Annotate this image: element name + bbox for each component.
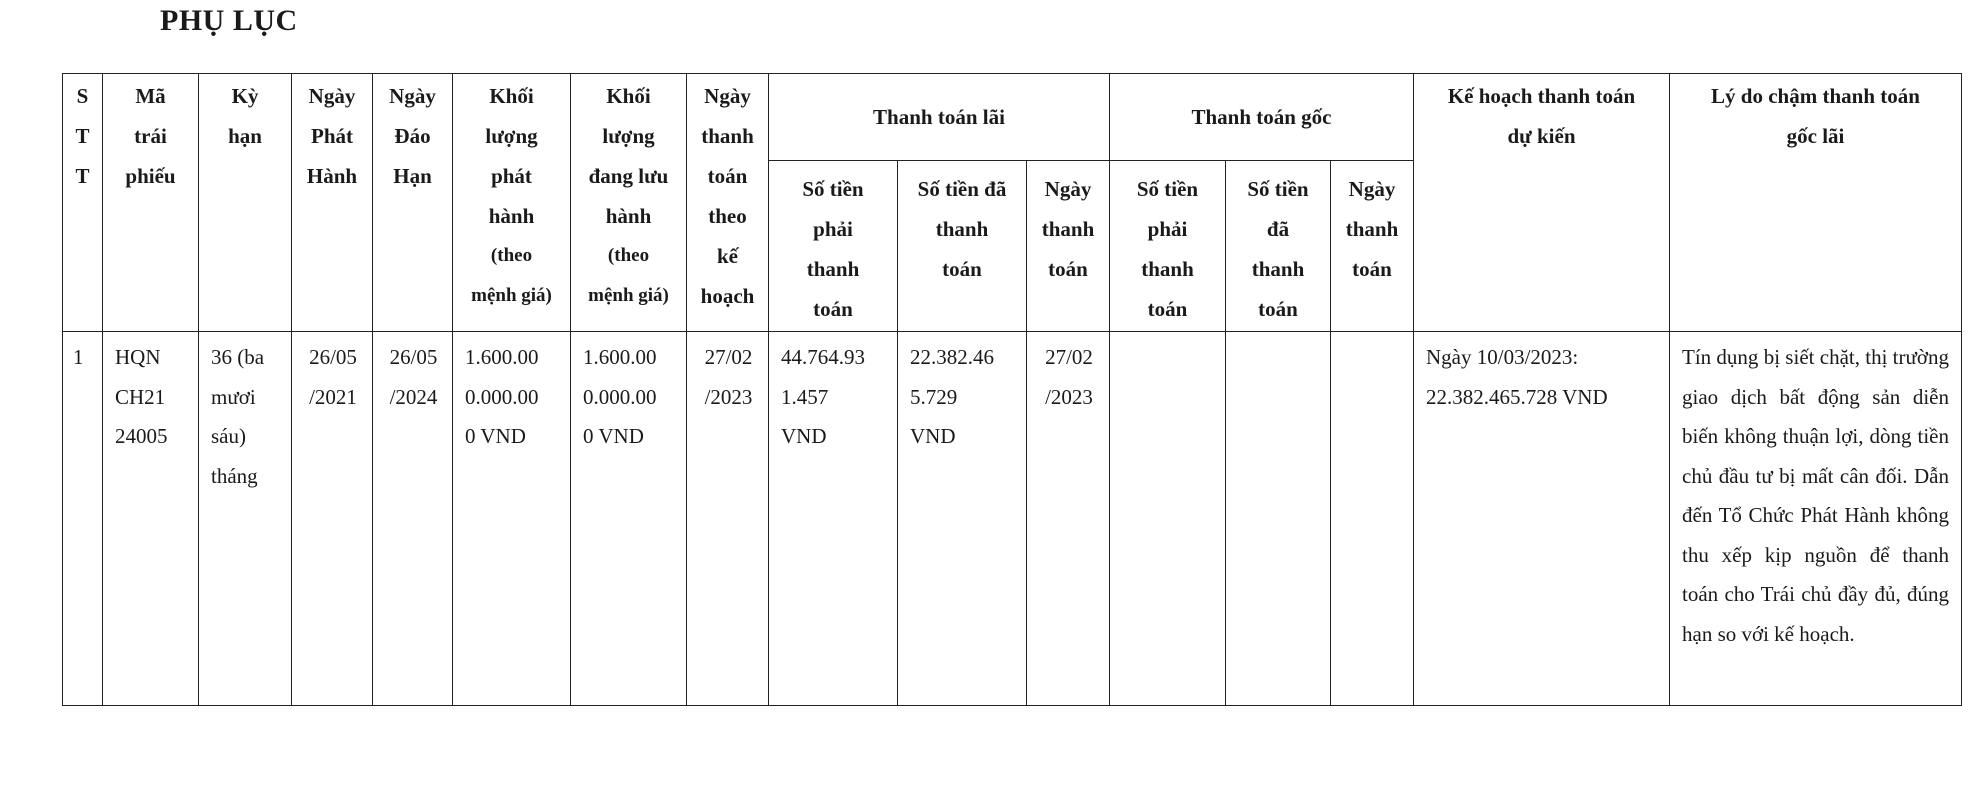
cell-expected-plan: Ngày 10/03/2023: 22.382.465.728 VND [1414, 332, 1670, 706]
header-row-top [63, 74, 1962, 161]
cell-bond-code: HQN CH21 24005 [103, 332, 199, 706]
cell-interest-due: 44.764.93 1.457 VND [769, 332, 898, 706]
header-issued-volume [453, 74, 571, 332]
header-interest-payment: Thanh toán lãi [769, 74, 1110, 161]
cell-issued-volume: 1.600.00 0.000.00 0 VND [453, 332, 571, 706]
cell-term: 36 (ba mươi sáu) tháng [199, 332, 292, 706]
cell-outstanding-volume: 1.600.00 0.000.00 0 VND [571, 332, 687, 706]
header-term: Kỳ hạn [199, 74, 292, 332]
cell-maturity-date: 26/05 /2024 [373, 332, 453, 706]
cell-interest-date: 27/02 /2023 [1027, 332, 1110, 706]
header-expected-plan: Kế hoạch thanh toán dự kiến [1414, 74, 1670, 332]
cell-stt: 1 [63, 332, 103, 706]
cell-planned-payment-date: 27/02 /2023 [687, 332, 769, 706]
header-outstanding-volume-label: Khối lượng đang lưu hành [588, 84, 669, 228]
cell-principal-paid [1226, 332, 1331, 706]
header-delay-reason: Lý do chậm thanh toán gốc lãi [1670, 74, 1962, 332]
cell-interest-paid: 22.382.46 5.729 VND [898, 332, 1027, 706]
header-bond-code: Mã trái phiếu [103, 74, 199, 332]
header-outstanding-volume [571, 74, 687, 332]
page-title: PHỤ LỤC [160, 4, 298, 37]
header-issued-volume-note: (theo mệnh giá) [471, 245, 552, 306]
header-interest-date: Ngày thanh toán [1027, 161, 1110, 332]
header-outstanding-volume-note: (theo mệnh giá) [588, 245, 669, 306]
header-maturity-date: Ngày Đáo Hạn [373, 74, 453, 332]
bond-payment-table [62, 73, 1962, 706]
header-interest-due: Số tiền phải thanh toán [769, 161, 898, 332]
cell-principal-date [1331, 332, 1414, 706]
cell-principal-due [1110, 332, 1226, 706]
header-principal-date: Ngày thanh toán [1331, 161, 1414, 332]
header-principal-due: Số tiền phải thanh toán [1110, 161, 1226, 332]
cell-delay-reason: Tín dụng bị siết chặt, thị trường giao dịch bất động sản diễn biến không thuận lợi, dòng tiền chủ đầu tư bị mất cân đối. Dẫn đến Tổ Chức Phát Hành không thu xếp kịp nguồn để thanh toán cho Trái chủ đầy đủ, đúng hạn so với kế hoạch. [1670, 332, 1962, 706]
header-principal-payment: Thanh toán gốc [1110, 74, 1414, 161]
cell-issue-date: 26/05 /2021 [292, 332, 373, 706]
table-row [63, 332, 1962, 706]
header-principal-paid: Số tiền đã thanh toán [1226, 161, 1331, 332]
header-planned-payment-date: Ngày thanh toán theo kế hoạch [687, 74, 769, 332]
header-stt: S T T [63, 74, 103, 332]
header-issue-date: Ngày Phát Hành [292, 74, 373, 332]
header-interest-paid: Số tiền đã thanh toán [898, 161, 1027, 332]
header-issued-volume-label: Khối lượng phát hành [485, 84, 538, 228]
